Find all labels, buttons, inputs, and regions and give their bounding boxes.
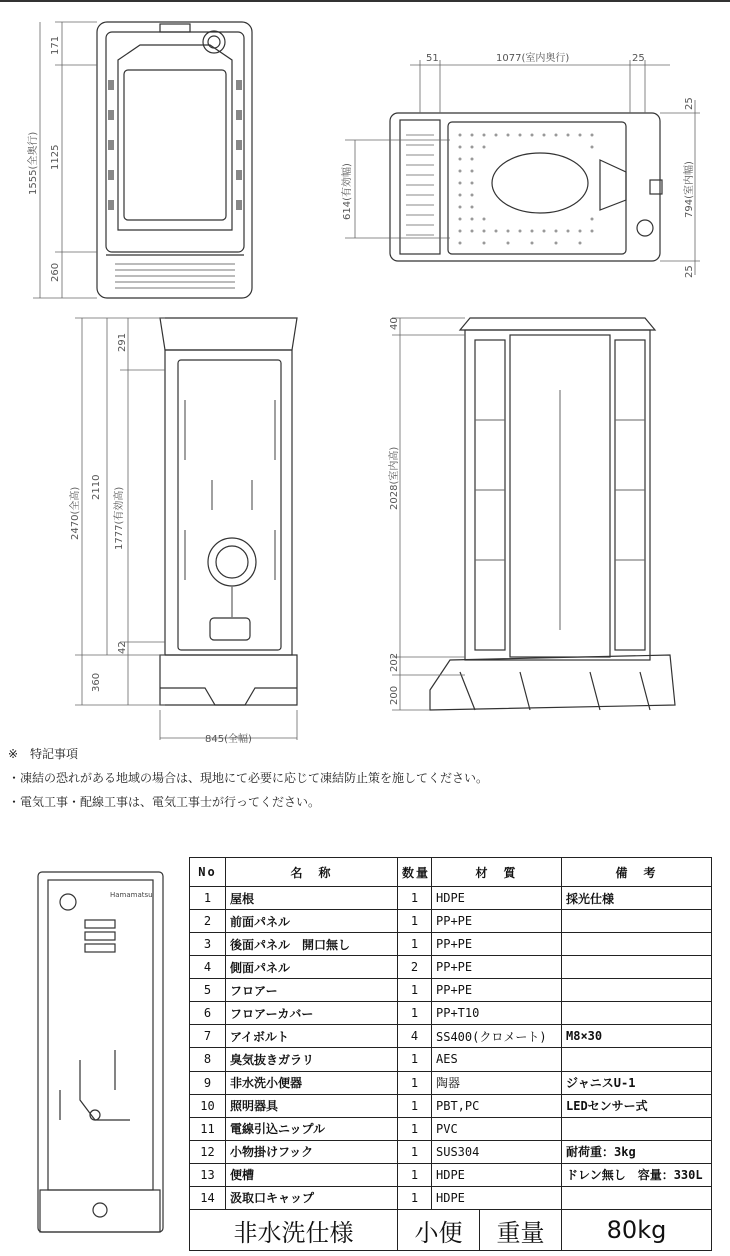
parts-table-body [190, 887, 712, 1210]
table-row [190, 1140, 712, 1163]
side-section-body [465, 330, 650, 660]
side-section-drawing [370, 300, 730, 730]
front-section-body [165, 350, 292, 655]
cell-name: 電線引込ニップル [226, 1117, 398, 1140]
cell-material: AES [432, 1048, 562, 1071]
cell-remarks: 採光仕様 [562, 887, 712, 910]
cell-material: HDPE [432, 887, 562, 910]
cell-material: PBT,PC [432, 1094, 562, 1117]
dim-794: 794(室内幅) [684, 161, 695, 218]
dim-42: 42 [117, 641, 128, 654]
cell-name: 小物掛けフック [226, 1140, 398, 1163]
dim-2028: 2028(室内高) [389, 446, 400, 510]
cell-no: 12 [190, 1140, 226, 1163]
cell-remarks: M8×30 [562, 1025, 712, 1048]
cell-no: 5 [190, 979, 226, 1002]
exterior-view-drawing [20, 860, 180, 1256]
cell-remarks [562, 910, 712, 933]
footer-type: 小便 [398, 1210, 480, 1250]
plan-view-drawing [300, 0, 730, 310]
cell-no: 2 [190, 910, 226, 933]
cell-name: フロアー [226, 979, 398, 1002]
cell-material: HDPE [432, 1163, 562, 1186]
cell-no: 14 [190, 1186, 226, 1209]
cell-name: 側面パネル [226, 956, 398, 979]
table-row [190, 956, 712, 979]
cell-no: 11 [190, 1117, 226, 1140]
dim-25-right-top: 25 [684, 97, 695, 110]
parts-table-header [190, 858, 712, 887]
top-view-outline [97, 22, 252, 298]
cell-qty: 1 [398, 1186, 432, 1209]
cell-qty: 1 [398, 1140, 432, 1163]
parts-table [189, 857, 712, 1251]
cell-qty: 2 [398, 956, 432, 979]
table-row [190, 933, 712, 956]
dim-1077: 1077(室内奥行) [496, 53, 570, 64]
notes-title: ※ 特記事項 [8, 747, 79, 761]
header-name: 名 称 [226, 858, 398, 887]
cell-name: フロアーカバー [226, 1002, 398, 1025]
special-notes [8, 742, 488, 814]
cell-material: 陶器 [432, 1071, 562, 1094]
cell-remarks [562, 1002, 712, 1025]
cell-no: 1 [190, 887, 226, 910]
top-view-drawing [0, 0, 300, 310]
cell-name: 汲取口キャップ [226, 1186, 398, 1209]
parts-table-footer [190, 1210, 712, 1251]
cell-material: PP+PE [432, 979, 562, 1002]
dim-291: 291 [117, 332, 128, 352]
table-row [190, 1071, 712, 1094]
cell-remarks: 耐荷重：3kg [562, 1140, 712, 1163]
footer-weight-value: 80kg [562, 1210, 712, 1251]
cell-no: 8 [190, 1048, 226, 1071]
cell-name: 前面パネル [226, 910, 398, 933]
cell-material: PP+PE [432, 910, 562, 933]
cell-remarks [562, 1186, 712, 1209]
cell-material: SS400(クロメート) [432, 1025, 562, 1048]
dim-2470: 2470(全高) [70, 486, 81, 540]
header-material: 材 質 [432, 858, 562, 887]
table-row [190, 1117, 712, 1140]
cell-qty: 1 [398, 1048, 432, 1071]
cell-remarks [562, 933, 712, 956]
table-row [190, 1163, 712, 1186]
dim-1555: 1555(全奥行) [28, 131, 39, 195]
cell-no: 3 [190, 933, 226, 956]
table-row [190, 1048, 712, 1071]
cell-remarks: ドレン無し 容量：330L [562, 1163, 712, 1186]
cell-remarks [562, 1048, 712, 1071]
dim-25-top: 25 [632, 53, 645, 64]
notes-line-2: ・電気工事・配線工事は、電気工事士が行ってください。 [8, 795, 321, 809]
cell-no: 7 [190, 1025, 226, 1048]
dim-360: 360 [91, 672, 102, 692]
cell-qty: 1 [398, 933, 432, 956]
header-no: No [190, 858, 226, 887]
cell-name: 後面パネル 開口無し [226, 933, 398, 956]
dim-2110: 2110 [91, 474, 102, 500]
cell-no: 6 [190, 1002, 226, 1025]
cell-material: PVC [432, 1117, 562, 1140]
cell-material: PP+PE [432, 933, 562, 956]
cell-qty: 1 [398, 887, 432, 910]
dim-1125: 1125 [50, 144, 61, 170]
dim-614: 614(有効幅) [342, 163, 353, 220]
dim-51: 51 [426, 53, 439, 64]
table-row [190, 1025, 712, 1048]
dim-1777: 1777(有効高) [114, 486, 125, 550]
cell-name: 照明器具 [226, 1094, 398, 1117]
cell-no: 9 [190, 1071, 226, 1094]
brand-label: Hamamatsu [110, 891, 153, 899]
cell-name: 便槽 [226, 1163, 398, 1186]
cell-qty: 1 [398, 1002, 432, 1025]
dim-845: 845(全幅) [205, 734, 252, 745]
cell-name: アイボルト [226, 1025, 398, 1048]
cell-remarks: ジャニスU-1 [562, 1071, 712, 1094]
drain-cap-circle [93, 1203, 107, 1217]
dim-40: 40 [389, 317, 400, 330]
table-row [190, 887, 712, 910]
cell-remarks: LEDセンサー式 [562, 1094, 712, 1117]
cell-remarks [562, 979, 712, 1002]
table-row [190, 1186, 712, 1209]
cell-name: 臭気抜きガラリ [226, 1048, 398, 1071]
cell-qty: 1 [398, 1094, 432, 1117]
dim-202: 202 [389, 652, 400, 672]
dim-200: 200 [389, 685, 400, 705]
cell-qty: 1 [398, 1117, 432, 1140]
table-row [190, 1002, 712, 1025]
cell-no: 13 [190, 1163, 226, 1186]
cell-material: PP+PE [432, 956, 562, 979]
cell-material: HDPE [432, 1186, 562, 1209]
cell-qty: 1 [398, 910, 432, 933]
dim-260: 260 [50, 262, 61, 282]
cell-name: 非水洗小便器 [226, 1071, 398, 1094]
dim-25-right-bottom: 25 [684, 265, 695, 278]
cell-qty: 1 [398, 1163, 432, 1186]
front-section-drawing [0, 300, 310, 740]
footer-type-weight [398, 1210, 562, 1251]
table-row [190, 910, 712, 933]
cell-remarks [562, 956, 712, 979]
floor-dot-pattern [459, 134, 594, 245]
cell-no: 10 [190, 1094, 226, 1117]
cell-name: 屋根 [226, 887, 398, 910]
cell-remarks [562, 1117, 712, 1140]
table-row [190, 1094, 712, 1117]
cell-material: PP+T10 [432, 1002, 562, 1025]
cell-qty: 1 [398, 1071, 432, 1094]
footer-weight-label: 重量 [496, 1218, 545, 1247]
footer-spec: 非水洗仕様 [190, 1210, 398, 1251]
cell-no: 4 [190, 956, 226, 979]
header-qty: 数量 [398, 858, 432, 887]
dim-171: 171 [50, 35, 61, 55]
cell-qty: 4 [398, 1025, 432, 1048]
urinal-circle [208, 538, 256, 586]
cell-qty: 1 [398, 979, 432, 1002]
notes-line-1: ・凍結の恐れがある地域の場合は、現地にて必要に応じて凍結防止策を施してください。 [8, 771, 489, 785]
cell-material: SUS304 [432, 1140, 562, 1163]
table-row [190, 979, 712, 1002]
exterior-outline [38, 872, 163, 1232]
urinal-ellipse [492, 153, 588, 213]
cap-circle [203, 31, 225, 53]
header-remarks: 備 考 [562, 858, 712, 887]
